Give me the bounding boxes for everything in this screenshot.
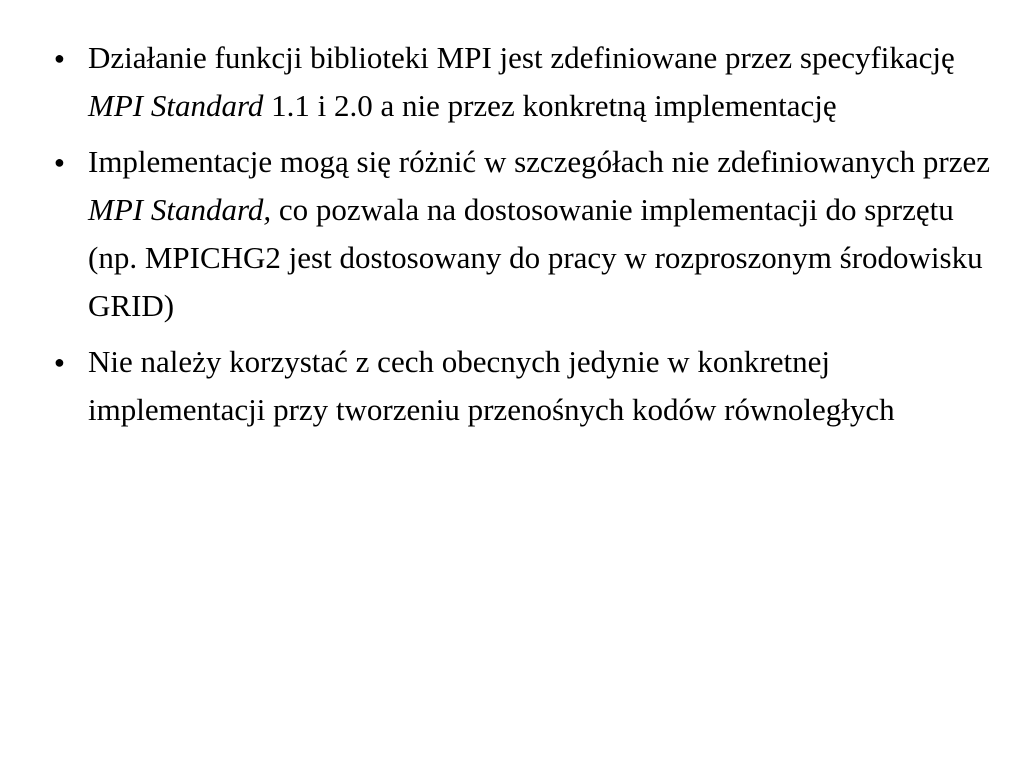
bullet-text-part: Nie należy korzystać z cech obecnych jedynie w konkretnej implementacji przy tworzeniu przenośnych kodów równoległych xyxy=(88,344,895,427)
bullet-dot-icon: ● xyxy=(54,352,65,372)
bullet-text-part: 1.1 i 2.0 a nie przez konkretną implementację xyxy=(263,88,837,123)
bullet-dot-icon: ● xyxy=(54,152,65,172)
bullet-text-italic: MPI Standard, xyxy=(88,192,272,227)
bullet-dot-icon: ● xyxy=(54,48,65,68)
bullet-text-part: Działanie funkcji biblioteki MPI jest zdefiniowane przez specyfikację xyxy=(88,40,955,75)
bullet-text xyxy=(88,144,990,323)
bullet-item xyxy=(40,34,1000,130)
bullet-text-part: Implementacje mogą się różnić w szczegółach nie zdefiniowanych przez xyxy=(88,144,991,179)
bullet-text xyxy=(88,40,955,123)
bullet-text-part: co pozwala na dostosowanie implementacji do sprzętu (np. MPICHG2 jest dostosowany do pracy w rozproszonym środowisku GRID) xyxy=(88,192,983,323)
bullet-item xyxy=(40,138,1000,330)
bullet-text-italic: MPI Standard xyxy=(88,88,264,123)
bullet-item xyxy=(40,338,1000,434)
bullet-list xyxy=(40,34,1000,442)
bullet-text xyxy=(88,344,895,427)
